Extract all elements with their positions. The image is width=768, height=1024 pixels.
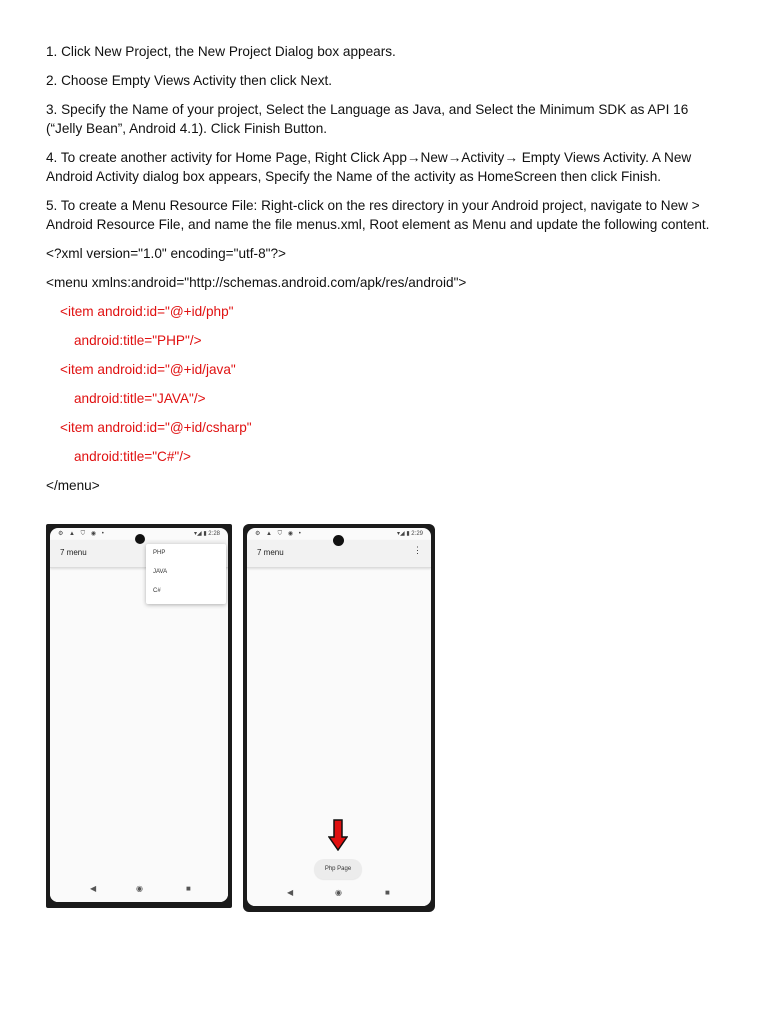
item-php-title: android:title="PHP"/> (74, 333, 202, 348)
item-csharp-id: <item android:id="@+id/csharp" (60, 420, 252, 435)
step-4: 4. To create another activity for Home Page, Right Click App→New→Activity→ Empty Views Activity. A New Android Activity dialog box appears, Specify the Name of the activity as HomeScreen then click Finish. (46, 150, 692, 184)
camera-cutout-icon (333, 535, 344, 546)
recents-icon[interactable]: ■ (186, 884, 191, 893)
menu-item-php[interactable]: PHP (153, 550, 166, 556)
item-csharp-title: android:title="C#"/> (74, 449, 191, 464)
xml-declaration: <?xml version="1.0" encoding="utf-8"?> (46, 246, 286, 261)
recents-icon[interactable]: ■ (385, 888, 390, 897)
status-icons: ⚙ ▲ ⛉ ◉ • (255, 531, 303, 537)
home-icon[interactable]: ◉ (335, 888, 342, 897)
app-title: 7 menu (60, 548, 87, 557)
overflow-menu-icon[interactable]: ⋮ (413, 545, 422, 555)
camera-cutout-icon (135, 534, 145, 544)
home-icon[interactable]: ◉ (136, 884, 143, 893)
step-2: 2. Choose Empty Views Activity then click Next. (46, 73, 333, 88)
app-title: 7 menu (257, 548, 284, 557)
status-icons: ⚙ ▲ ⛉ ◉ • (58, 531, 106, 537)
item-php-id: <item android:id="@+id/php" (60, 304, 234, 319)
menu-close-tag: </menu> (46, 478, 100, 493)
phone-screen (50, 528, 228, 902)
back-icon[interactable]: ◀ (287, 888, 294, 897)
phone-screenshot-php-page (243, 524, 435, 912)
nav-bar (50, 878, 228, 902)
menu-item-java[interactable]: JAVA (153, 569, 168, 575)
menu-open-tag: <menu xmlns:android="http://schemas.android.com/apk/res/android"> (46, 275, 467, 290)
item-java-id: <item android:id="@+id/java" (60, 362, 236, 377)
step-5: 5. To create a Menu Resource File: Right-click on the res directory in your Android project, navigate to New > Android Resource File, and name the file menus.xml, Root element as Menu and update the following content. (46, 198, 710, 232)
item-java-title: android:title="JAVA"/> (74, 391, 206, 406)
status-time: ▾◢ ▮ 2:29 (397, 531, 423, 537)
document-body (46, 42, 726, 505)
overflow-menu-popup (146, 544, 226, 604)
menu-item-csharp[interactable]: C# (153, 588, 161, 594)
step-1: 1. Click New Project, the New Project Dialog box appears. (46, 44, 396, 59)
nav-bar (247, 882, 431, 906)
php-page-button[interactable]: Php Page (314, 859, 362, 879)
phone-screenshot-menu-open (46, 524, 232, 908)
phone-screen (247, 528, 431, 906)
status-time: ▾◢ ▮ 2:28 (194, 531, 220, 537)
back-icon[interactable]: ◀ (90, 884, 97, 893)
red-arrow-down-icon (328, 819, 348, 851)
step-3: 3. Specify the Name of your project, Select the Language as Java, and Select the Minimum SDK as API 16 (“Jelly Bean”, Android 4.1). Click Finish Button. (46, 102, 689, 136)
